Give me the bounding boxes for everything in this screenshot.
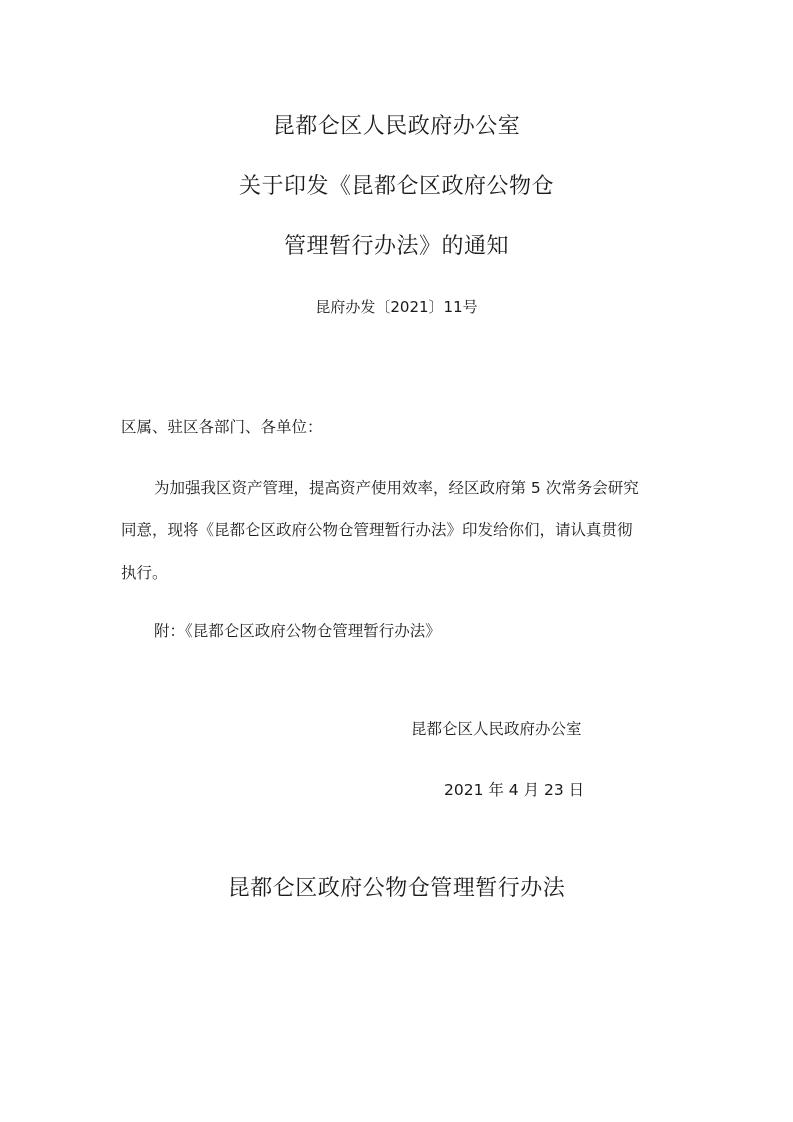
body-line-3: 执行。 [121,564,168,582]
signature-organization: 昆都仑区人民政府办公室 [411,720,582,738]
notice-title-line-3: 管理暂行办法》的通知 [283,234,509,259]
document-number: 昆府办发〔2021〕11号 [315,298,478,316]
appendix-heading: 昆都仑区政府公物仓管理暂行办法 [227,876,566,901]
notice-title-line-2: 关于印发《昆都仑区政府公物仓 [238,174,554,199]
body-line-1: 为加强我区资产管理，提高资产使用效率，经区政府第 5 次常务会研究 [154,479,639,497]
body-line-2: 同意，现将《昆都仑区政府公物仓管理暂行办法》印发给你们，请认真贯彻 [121,521,633,539]
notice-title-line-1: 昆都仑区人民政府办公室 [272,114,521,139]
signature-date: 2021 年 4 月 23 日 [444,781,585,799]
attachment-line: 附：《昆都仑区政府公物仓管理暂行办法》 [154,622,441,640]
salutation: 区属、驻区各部门、各单位： [121,418,323,436]
